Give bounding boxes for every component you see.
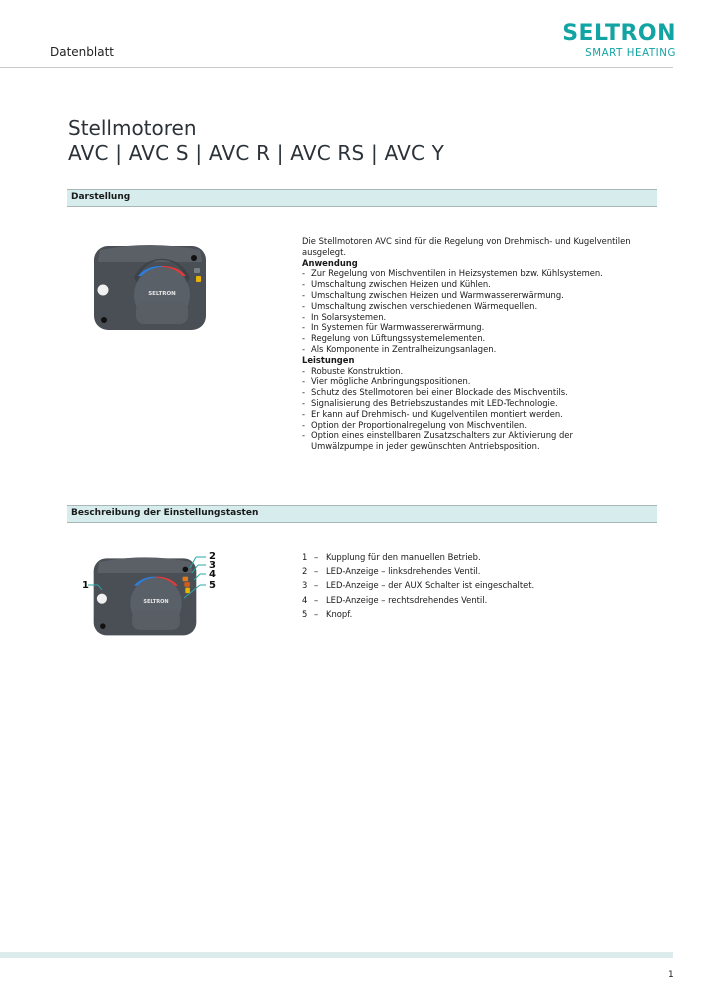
list-item: 5 – Knopf. (302, 608, 353, 619)
list-item: 3 – LED-Anzeige – der AUX Schalter ist eingeschaltet. (302, 580, 535, 591)
leistungen-list (302, 366, 662, 452)
list-item: - Regelung von Lüftungssystemelementen. (302, 333, 486, 344)
device-brand-label: SELTRON (148, 291, 176, 297)
intro-paragraph: Die Stellmotoren AVC sind für die Regelung von Drehmisch- und Kugelventilen ausgelegt. (302, 236, 631, 257)
list-item: - Signalisierung des Betriebszustandes mit LED-Technologie. (302, 397, 558, 408)
page-title: Stellmotoren (68, 116, 197, 140)
list-item: - Er kann auf Drehmisch- und Kugelventilen montiert werden. (302, 408, 563, 419)
einstellungstasten-list (302, 550, 534, 621)
callout-4: 4 (209, 569, 216, 580)
list-item: - Schutz des Stellmotoren bei einer Blockade des Mischventils. (302, 387, 568, 398)
darstellung-text (302, 236, 662, 452)
footer-bar (0, 952, 673, 958)
list-item: - Als Komponente in Zentralheizungsanlagen. (302, 343, 497, 354)
list-item: - Umschaltung zwischen Heizen und Warmwassererwärmung. (302, 289, 564, 300)
section-header-darstellung (67, 189, 657, 207)
list-item: - In Systemen für Warmwassererwärmung. (302, 322, 485, 333)
section-heading: Darstellung (71, 192, 131, 202)
actuator-product-image (90, 240, 210, 332)
list-item: - Vier mögliche Anbringungspositionen. (302, 376, 471, 387)
section-heading: Beschreibung der Einstellungstasten (71, 508, 259, 518)
list-item: - Robuste Konstruktion. (302, 365, 404, 376)
section-header-einstellungstasten (67, 505, 657, 523)
logo-brand: SELTRON (562, 21, 676, 46)
page-number: 1 (668, 970, 674, 980)
logo-tagline: SMART HEATING (585, 48, 676, 59)
callout-2: 2 (209, 551, 216, 562)
list-item: - Umschaltung zwischen verschiedenen Wärmequellen. (302, 300, 538, 311)
list-item: 1 – Kupplung für den manuellen Betrieb. (302, 552, 481, 562)
list-item: - Option eines einstellbaren Zusatzschalters zur Aktivierung der Umwälzpumpe in jeder gewünschten Antriebsposition. (302, 430, 573, 452)
list-item: - In Solarsystemen. (302, 311, 387, 322)
callout-3: 3 (209, 560, 216, 571)
callout-1: 1 (82, 580, 89, 591)
document-type-label: Datenblatt (50, 45, 115, 59)
callout-lines (88, 552, 218, 602)
list-item: - Option der Proportionalregelung von Mischventilen. (302, 419, 528, 430)
list-item: - Umschaltung zwischen Heizen und Kühlen. (302, 279, 491, 290)
anwendung-heading: Anwendung (302, 257, 358, 268)
header-divider (0, 67, 673, 68)
anwendung-list (302, 268, 662, 354)
callout-5: 5 (209, 580, 216, 591)
svg-text:SELTRON: SELTRON (143, 599, 169, 606)
page-subtitle-models: AVC | AVC S | AVC R | AVC RS | AVC Y (68, 141, 445, 165)
list-item: 2 – LED-Anzeige – linksdrehendes Ventil. (302, 566, 481, 577)
list-item: 4 – LED-Anzeige – rechtsdrehendes Ventil. (302, 594, 488, 605)
seltron-logo (531, 22, 676, 59)
list-item: - Zur Regelung von Mischventilen in Heizsystemen bzw. Kühlsystemen. (302, 268, 603, 279)
leistungen-heading: Leistungen (302, 354, 355, 365)
